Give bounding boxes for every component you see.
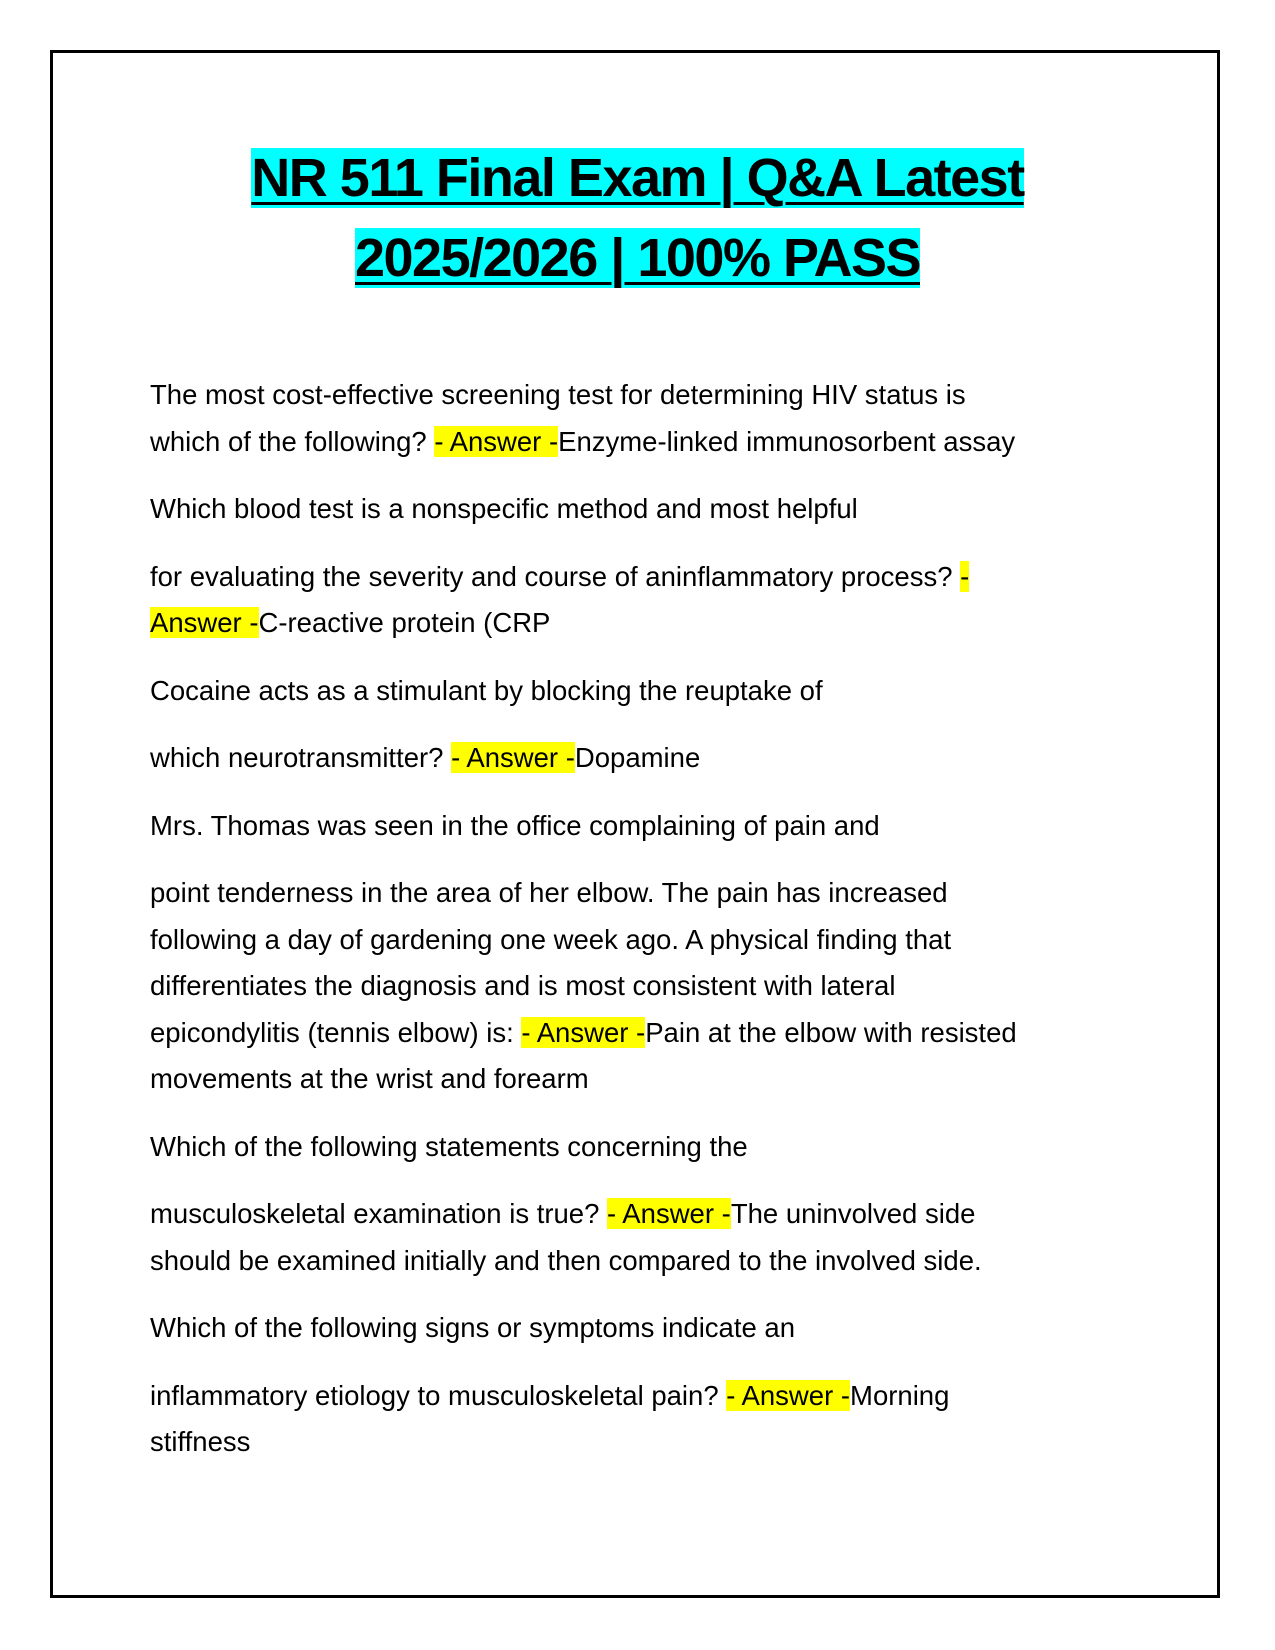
question-text: differentiates the diagnosis and is most consistent with lateral — [150, 970, 896, 1001]
qa-item-hiv-screening — [150, 372, 1150, 465]
title-line-2: 2025/2026 | 100% PASS — [354, 228, 921, 288]
question-text: Which blood test is a nonspecific method and most helpful — [150, 493, 858, 524]
answer-text: stiffness — [150, 1426, 251, 1457]
question-text: Which of the following signs or symptoms indicate an — [150, 1312, 796, 1343]
answer-text: movements at the wrist and forearm — [150, 1063, 589, 1094]
question-text: point tenderness in the area of her elbow. The pain has increased — [150, 877, 948, 908]
answer-marker: - Answer - — [451, 742, 575, 773]
question-line — [150, 1124, 1150, 1171]
answer-marker: - — [960, 560, 970, 592]
question-text: The most cost-effective screening test for determining HIV status is — [150, 379, 966, 410]
answer-text: Pain at the elbow with resisted — [645, 1016, 1017, 1048]
question-line — [150, 1305, 1150, 1352]
title-line-1: NR 511 Final Exam | Q&A Latest — [251, 148, 1024, 208]
answer-marker: - Answer - — [434, 425, 559, 457]
answer-text: The uninvolved side — [730, 1198, 976, 1229]
question-text: Cocaine acts as a stimulant by blocking the reuptake of — [150, 674, 823, 706]
answer-text: Dopamine — [574, 742, 701, 773]
question-text: musculoskeletal examination is true? — [150, 1198, 608, 1229]
qa-item-crp — [150, 554, 1150, 647]
question-line — [150, 486, 1150, 533]
question-text: which neurotransmitter? — [150, 742, 452, 773]
question-text: following a day of gardening one week ago. A physical finding that — [150, 923, 952, 955]
answer-marker: - Answer - — [726, 1379, 851, 1411]
question-text: for evaluating the severity and course of aninflammatory process? — [150, 560, 961, 592]
qa-item-msk-exam — [150, 1191, 1150, 1284]
answer-text: should be examined initially and then compared to the involved side. — [150, 1244, 982, 1276]
question-text: epicondylitis (tennis elbow) is: — [150, 1016, 522, 1048]
question-text: Mrs. Thomas was seen in the office complaining of pain and — [150, 809, 880, 841]
question-text: inflammatory etiology to musculoskeletal pain? — [150, 1379, 727, 1411]
qa-item-inflammatory — [150, 1373, 1150, 1466]
document-title — [60, 138, 1215, 298]
question-line — [150, 803, 1150, 850]
answer-text: Enzyme-linked immunosorbent assay — [558, 425, 1016, 457]
answer-marker: - Answer - — [521, 1016, 646, 1048]
answer-text: Morning — [850, 1379, 950, 1411]
qa-item-tennis-elbow — [150, 870, 1150, 1103]
qa-item-cocaine — [150, 735, 1150, 782]
answer-text: C-reactive protein (CRP — [258, 607, 551, 638]
question-line — [150, 668, 1150, 715]
question-text: which of the following? — [150, 425, 435, 457]
answer-marker: Answer - — [150, 607, 259, 638]
question-text: Which of the following statements concerning the — [150, 1130, 748, 1162]
answer-marker: - Answer - — [607, 1198, 731, 1229]
qa-content — [150, 372, 1150, 1487]
